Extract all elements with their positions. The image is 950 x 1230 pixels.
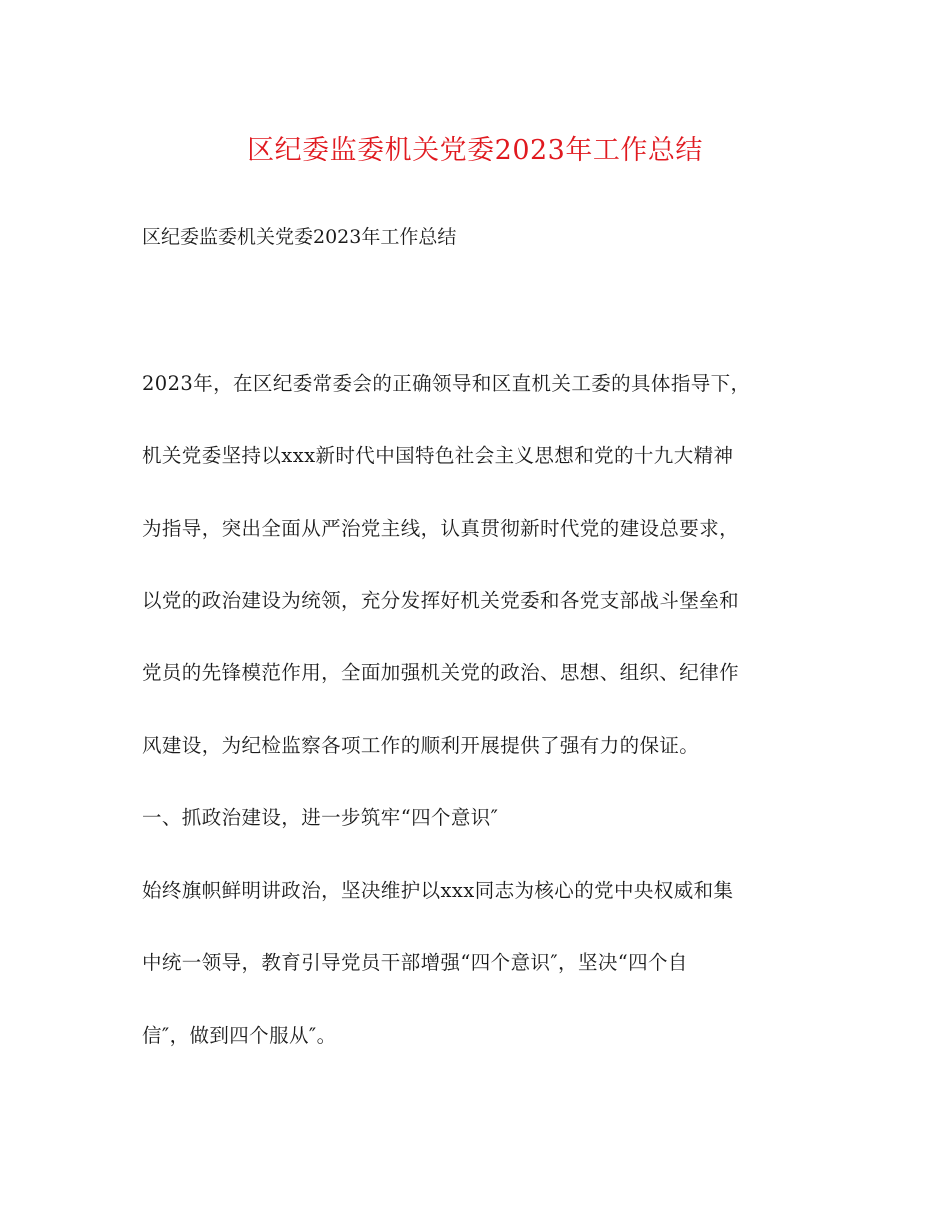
body-line: 信″，做到四个服从″。	[142, 1024, 337, 1047]
section-heading: 一、抓政治建设，进一步筑牢“四个意识″	[142, 806, 499, 829]
body-line: 机关党委坚持以xxx新时代中国特色社会主义思想和党的十九大精神	[142, 444, 734, 467]
document-title: 区纪委监委机关党委2023年工作总结	[247, 135, 703, 166]
body-line: 为指导，突出全面从严治党主线，认真贯彻新时代党的建设总要求，	[142, 517, 740, 540]
body-line: 以党的政治建设为统领，充分发挥好机关党委和各党支部战斗堡垒和	[142, 589, 740, 612]
body-line: 始终旗帜鲜明讲政治，坚决维护以xxx同志为核心的党中央权威和集	[142, 879, 734, 902]
body-line: 党员的先锋模范作用，全面加强机关党的政治、思想、组织、纪律作	[142, 661, 740, 684]
body-line: 2023年，在区纪委常委会的正确领导和区直机关工委的具体指导下，	[142, 372, 751, 395]
document-subtitle: 区纪委监委机关党委2023年工作总结	[142, 226, 457, 248]
body-line: 中统一领导，教育引导党员干部增强“四个意识″，坚决“四个自	[142, 951, 688, 974]
body-line: 风建设，为纪检监察各项工作的顺利开展提供了强有力的保证。	[142, 734, 700, 757]
